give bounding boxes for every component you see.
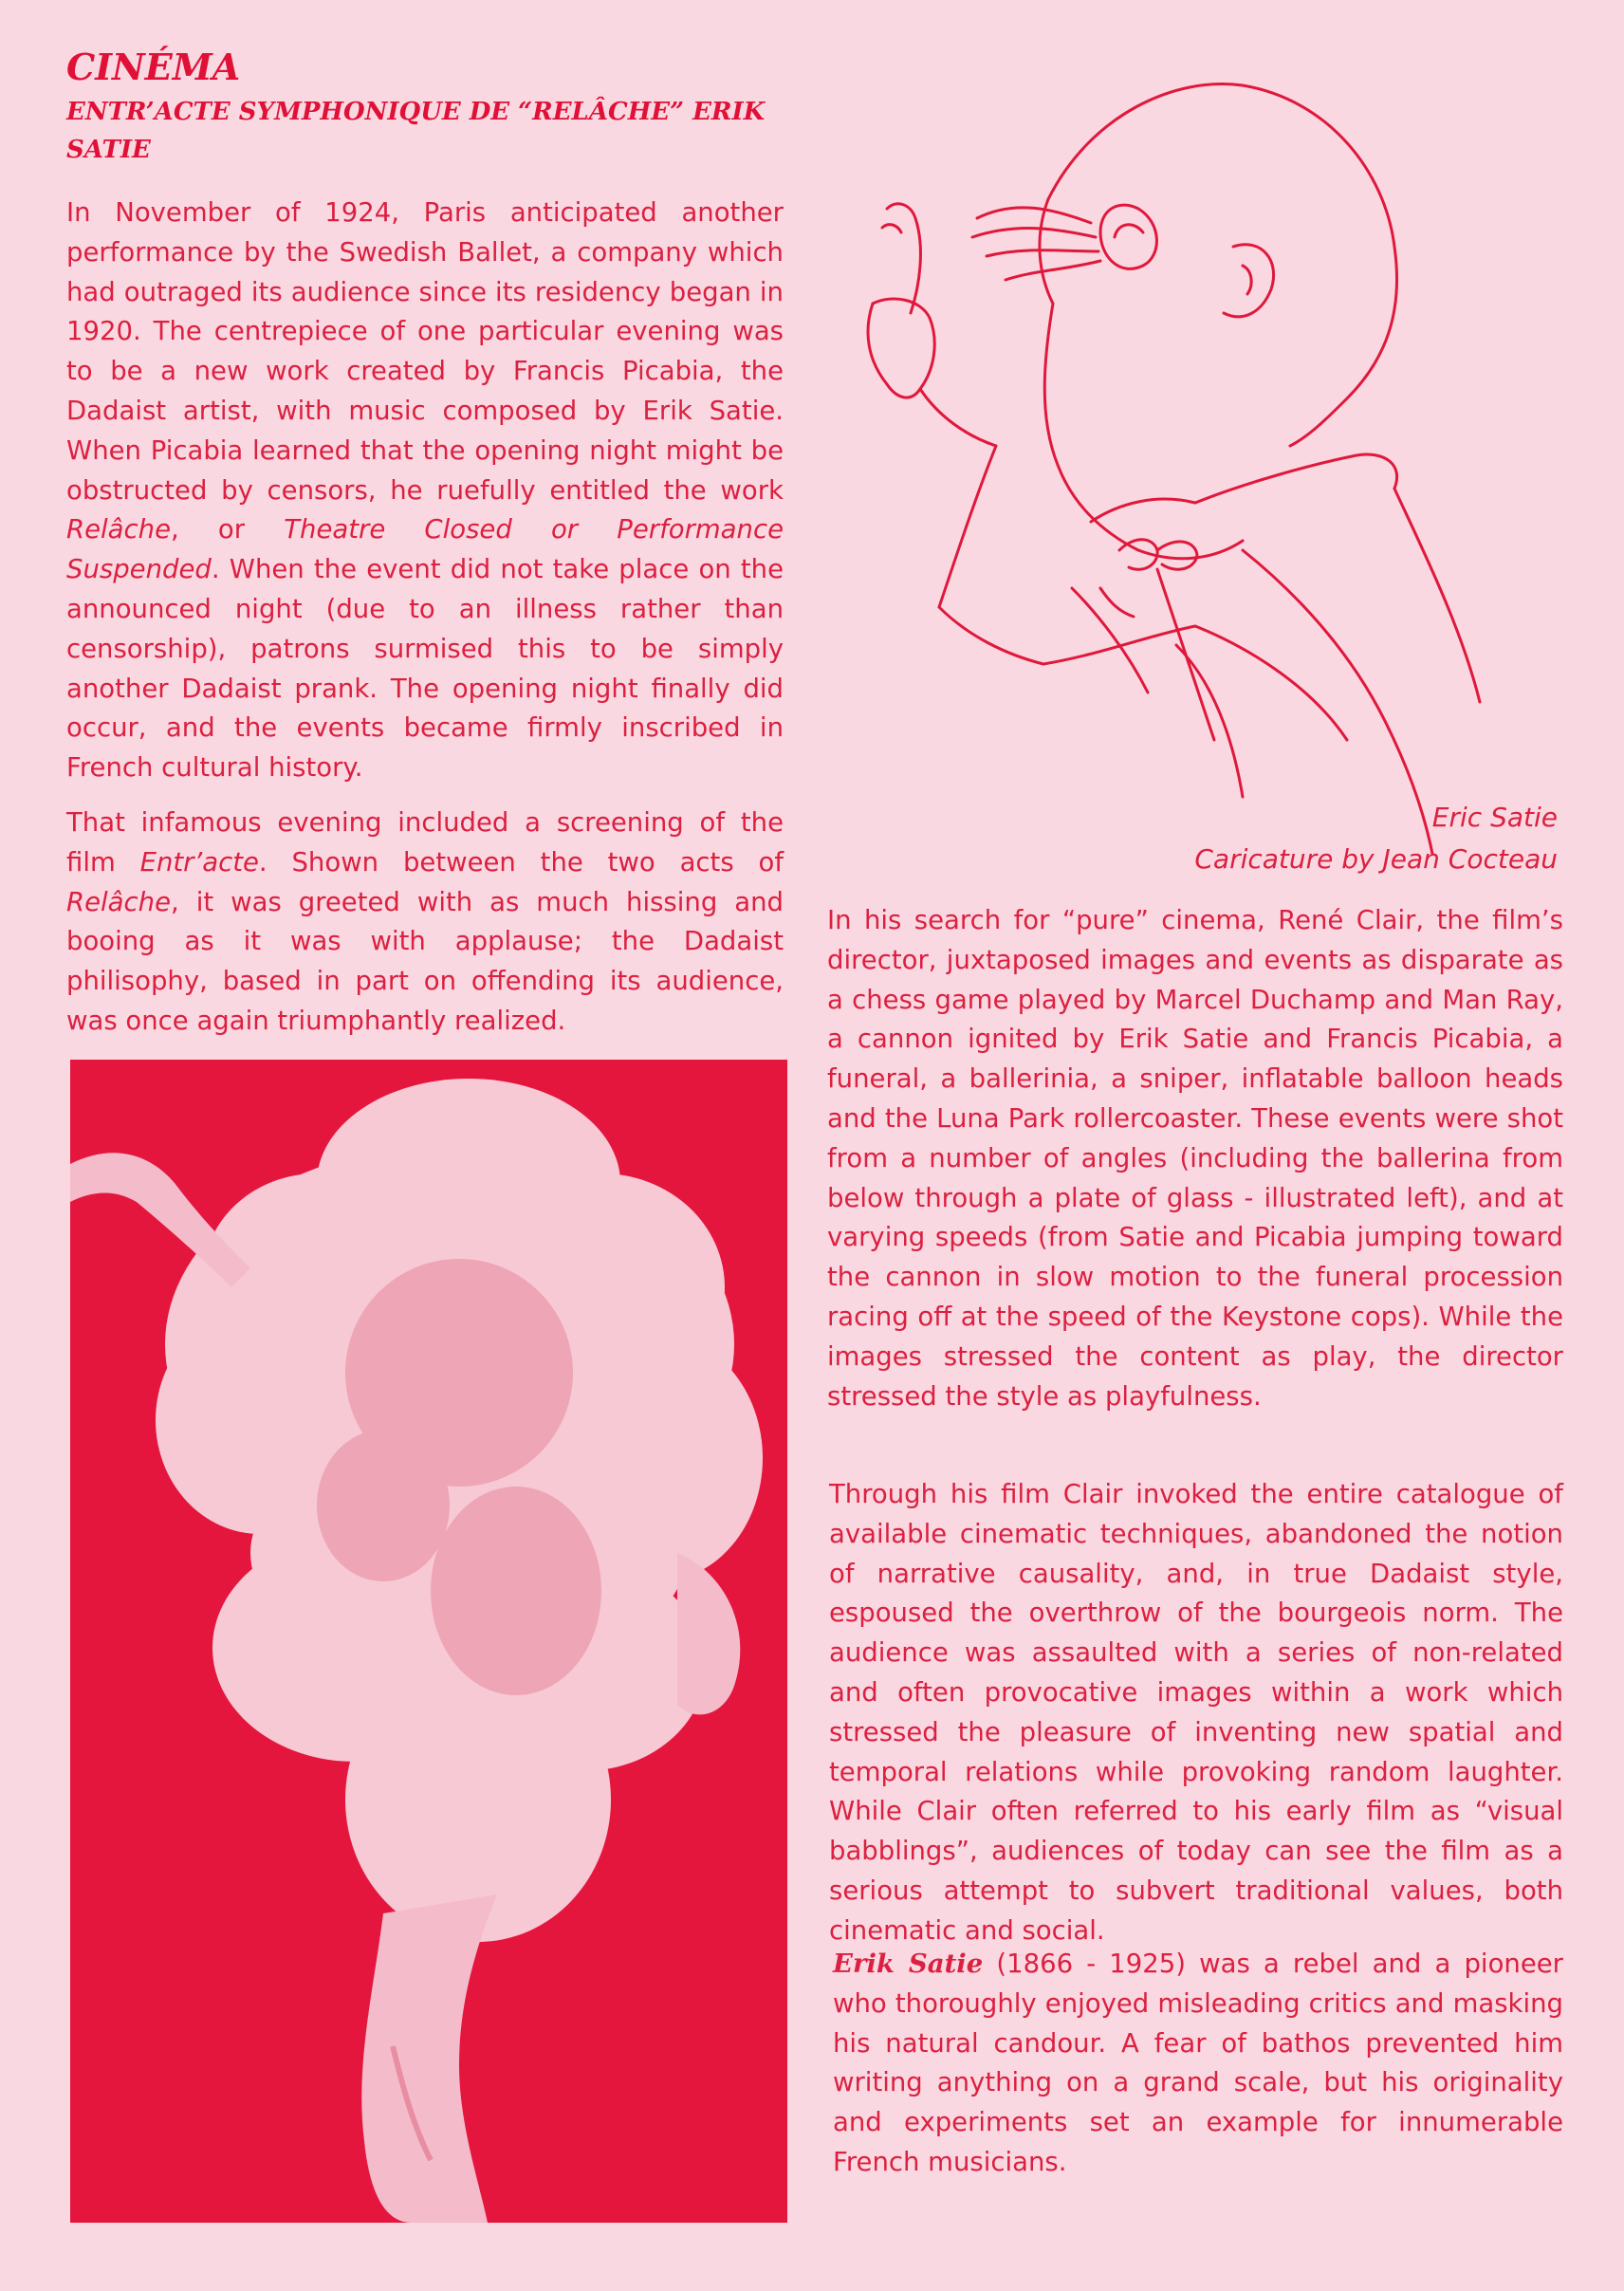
paragraph-5 <box>833 1945 1563 2183</box>
p1-text-a: In November of 1924, Paris anticipated another performance by the Swedish Ballet, a company which had outraged its audience since its residency began in 1920. The centrepiece of one particular evening was to be a new work created by Francis Picabia, the Dadaist artist, with music composed by Erik Satie. When Picabia learned that the opening night might be obstructed by censors, he ruefully entitled the work <box>66 197 784 506</box>
paragraph-1 <box>66 194 784 788</box>
p2-title-entracte: Entr’acte <box>139 846 259 878</box>
p5-lead-name: Erik Satie <box>833 1949 984 1979</box>
p2-text-b: . Shown between the two acts of <box>258 846 784 878</box>
paragraph-4: Through his film Clair invoked the entire catalogue of available cinematic techniques, abandoned the notion of narrative causality, and, in true Dadaist style, espoused the overthrow of the bourgeois norm. The audience was assaulted with a series of non-related and often provocative images within a work which stressed the pleasure of inventing new spatial and temporal relations while provoking random laughter. While Clair often referred to his early film as “visual babblings”, audiences of today can see the film as a serious attempt to subvert traditional values, both cinematic and social. <box>829 1479 1563 1946</box>
p5-text: (1866 - 1925) was a rebel and a pioneer who thoroughly enjoyed misleading critics and masking his natural candour. A fear of bathos prevented him writing anything on a grand scale, but his originality and experiments set an example for innumerable French musicians. <box>833 1949 1563 2177</box>
illustration-caption <box>1194 797 1558 880</box>
caption-name: Eric Satie <box>1431 802 1558 833</box>
ballerina-film-still-image <box>70 1060 787 2223</box>
article-title: CINÉMA <box>66 46 241 88</box>
p1-title-theatre-closed: Theatre Closed or Performance Suspended <box>66 514 784 585</box>
p1-title-relache: Relâche <box>66 514 171 545</box>
p2-text-a: That infamous evening included a screening of the film <box>66 807 784 878</box>
caption-credit: Caricature by Jean Cocteau <box>1194 843 1558 875</box>
article-subtitle: ENTR’ACTE SYMPHONIQUE DE “RELÂCHE” ERIK SATIE <box>66 98 766 164</box>
satie-caricature-illustration <box>816 57 1565 892</box>
p1-text-b: , or <box>171 514 285 545</box>
p2-text-c: , it was greeted with as much hissing and booing as it was with applause; the Dadaist philisophy, based in part on offending its audience, was once again triumphantly realized. <box>66 886 784 1036</box>
p1-text-c: . When the event did not take place on the announced night (due to an illness rather than censorship), patrons surmised this to be simply another Dadaist prank. The opening night finally did occur, and the events became firmly inscribed in French cultural history. <box>66 554 784 784</box>
paragraph-2 <box>66 804 784 1042</box>
paragraph-3: In his search for “pure” cinema, René Clair, the film’s director, juxtaposed images and events as disparate as a chess game played by Marcel Duchamp and Man Ray, a cannon ignited by Erik Satie and Francis Picabia, a funeral, a ballerinia, a sniper, inflatable balloon heads and the Luna Park rollercoaster. These events were shot from a number of angles (including the ballerina from below through a plate of glass - illustrated left), and at varying speeds (from Satie and Picabia jumping toward the cannon in slow motion to the funeral procession racing off at the speed of the Keystone cops). While the images stressed the content as play, the director stressed the style as playfulness. <box>827 905 1563 1412</box>
p2-title-relache: Relâche <box>66 886 171 917</box>
